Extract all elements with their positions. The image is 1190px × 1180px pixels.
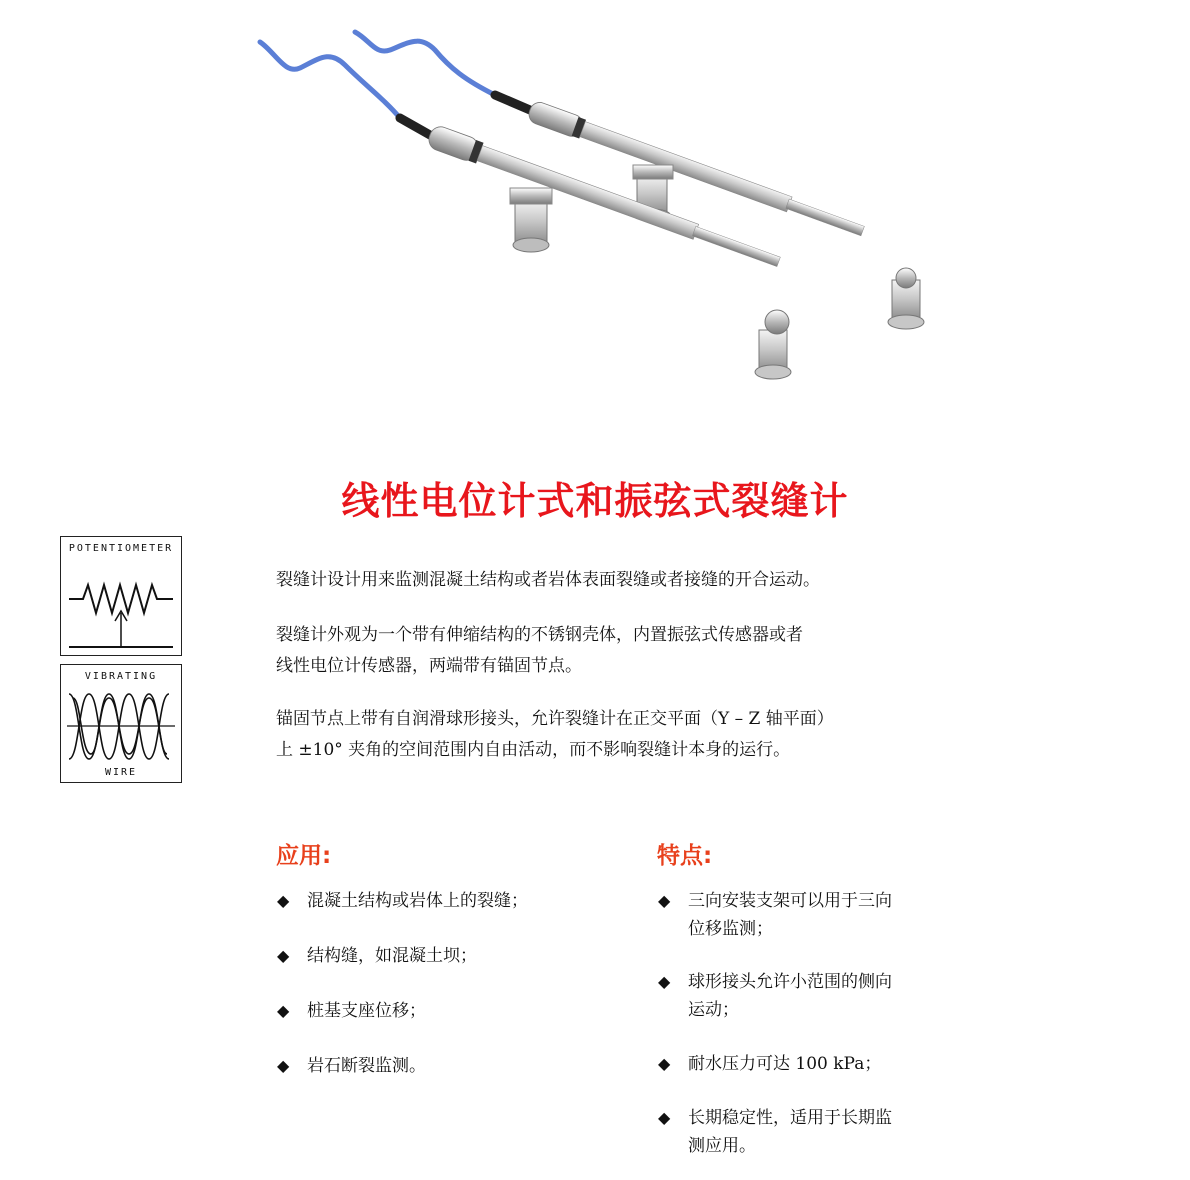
potentiometer-label: POTENTIOMETER xyxy=(68,543,174,554)
diamond-bullet-icon: ◆ xyxy=(658,1054,671,1073)
vibrating-wire-logo xyxy=(60,664,182,783)
application-item: ◆ 混凝土结构或岩体上的裂缝； xyxy=(277,887,647,915)
diamond-bullet-icon: ◆ xyxy=(277,891,290,910)
feature-item: ◆ 长期稳定性，适用于长期监 测应用。 xyxy=(658,1104,988,1160)
diamond-bullet-icon: ◆ xyxy=(658,891,671,910)
diamond-bullet-icon: ◆ xyxy=(277,946,290,965)
feature-item: ◆ 球形接头允许小范围的侧向 运动； xyxy=(658,968,988,1024)
features-heading: 特点: xyxy=(657,843,713,869)
feature-item: ◆ 耐水压力可达 100 kPa； xyxy=(658,1050,988,1078)
paragraph-line: 裂缝计外观为一个带有伸缩结构的不锈钢壳体，内置振弦式传感器或者 xyxy=(276,625,803,645)
description-paragraph-1 xyxy=(276,565,956,596)
diamond-bullet-icon: ◆ xyxy=(658,972,671,991)
application-item: ◆ 岩石断裂监测。 xyxy=(277,1052,647,1080)
vibrating-label-top: VIBRATING xyxy=(84,671,158,682)
paragraph-line: 锚固节点上带有自润滑球形接头，允许裂缝计在正交平面（Y – Z 轴平面） xyxy=(276,709,834,729)
diamond-bullet-icon: ◆ xyxy=(277,1001,290,1020)
vibrating-label-bottom: WIRE xyxy=(104,767,138,778)
diamond-bullet-icon: ◆ xyxy=(658,1108,671,1127)
potentiometer-icon xyxy=(61,555,181,655)
crack-meter-front xyxy=(260,42,791,379)
paragraph-line: 线性电位计传感器，两端带有锚固节点。 xyxy=(276,656,582,676)
crack-meter-back xyxy=(355,32,924,329)
description-paragraph-2 xyxy=(276,620,956,682)
page-title: 线性电位计式和振弦式裂缝计 xyxy=(341,479,849,523)
vibrating-wire-icon xyxy=(61,684,181,764)
crack-meter-product-image xyxy=(250,20,950,390)
description-paragraph-3 xyxy=(276,704,956,766)
paragraph-line: 裂缝计设计用来监测混凝土结构或者岩体表面裂缝或者接缝的开合运动。 xyxy=(276,570,820,590)
application-item: ◆ 桩基支座位移； xyxy=(277,997,647,1025)
applications-heading: 应用: xyxy=(276,843,332,869)
application-item: ◆ 结构缝，如混凝土坝； xyxy=(277,942,647,970)
diamond-bullet-icon: ◆ xyxy=(277,1056,290,1075)
paragraph-line: 上 ±10° 夹角的空间范围内自由活动，而不影响裂缝计本身的运行。 xyxy=(276,740,791,760)
feature-item: ◆ 三向安装支架可以用于三向 位移监测； xyxy=(658,887,988,943)
potentiometer-logo xyxy=(60,536,182,656)
